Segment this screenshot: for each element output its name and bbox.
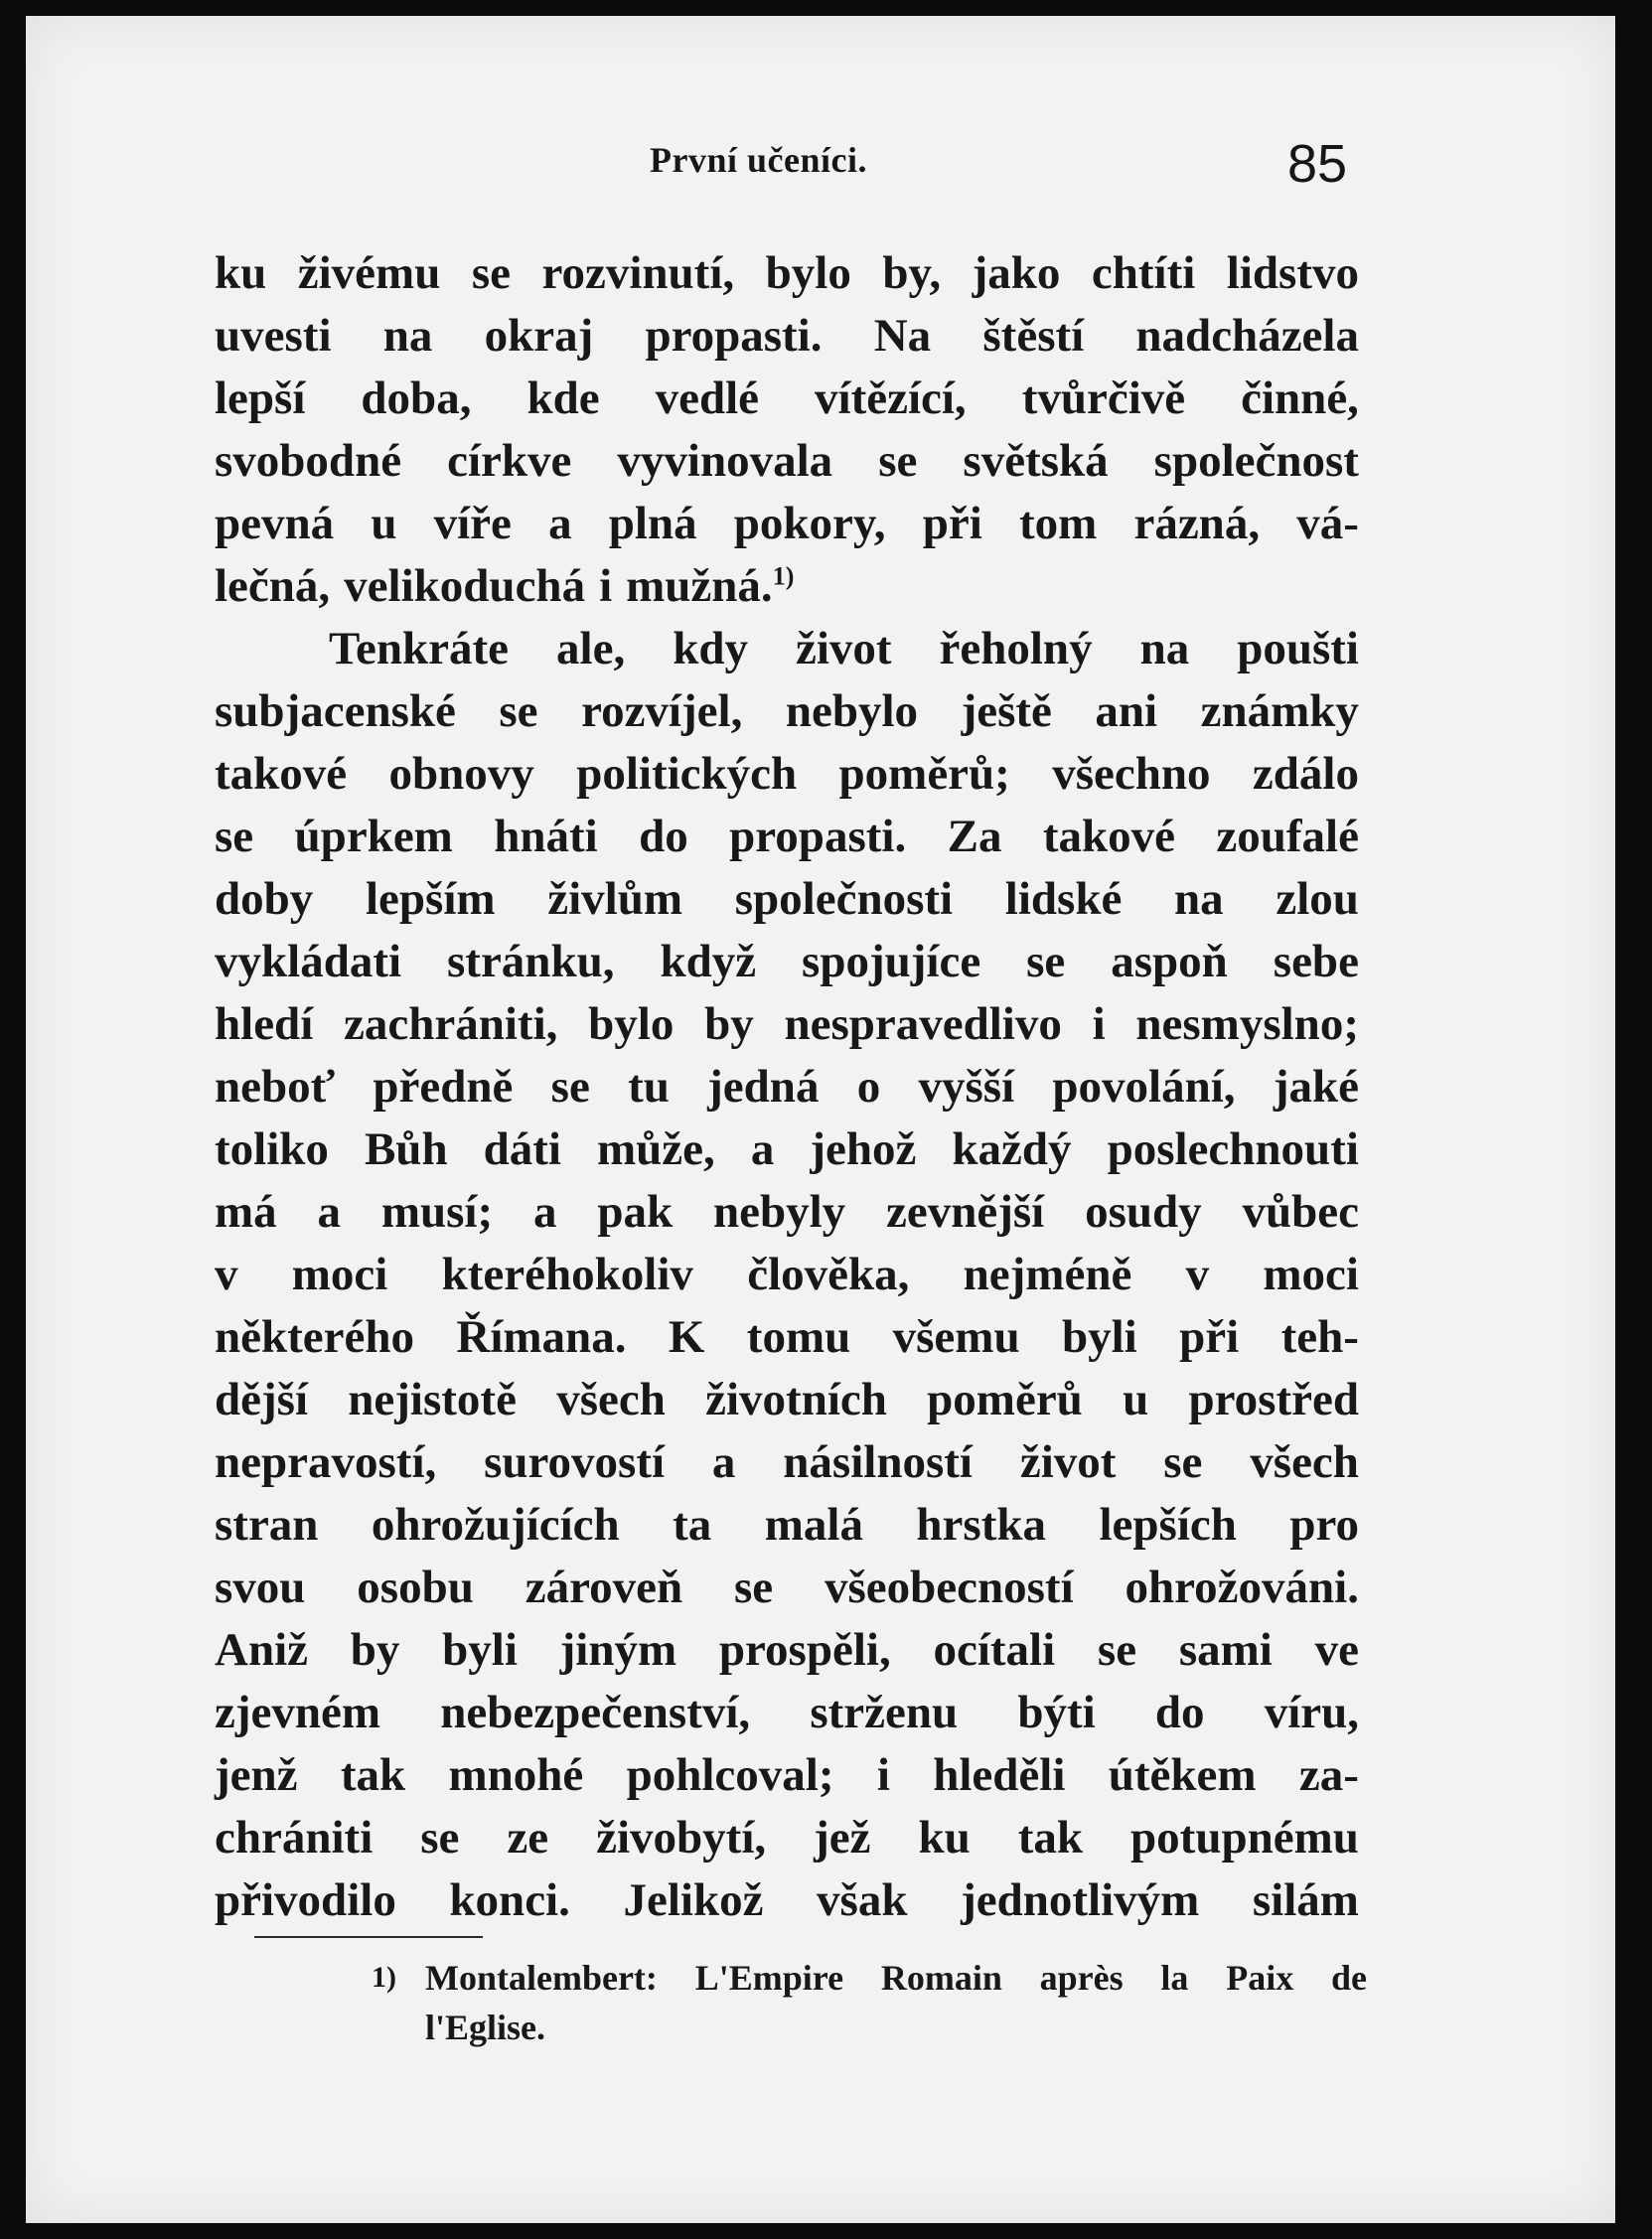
text-line: hledí zachrániti, bylo by nespravedlivo i nesmyslno; <box>215 998 1359 1050</box>
text-line: stran ohrožujících ta malá hrstka lepších pro <box>215 1499 1359 1551</box>
text-line: zjevném nebezpečenství, strženu býti do víru, <box>215 1687 1359 1738</box>
text-line: má a musí; a pak nebyly zevnější osudy vůbec <box>215 1186 1359 1238</box>
text-line: pevná u víře a plná pokory, při tom rázná, vá- <box>215 498 1359 549</box>
text-line: takové obnovy politických poměrů; všechno zdálo <box>215 748 1359 800</box>
body-text <box>215 242 1359 1932</box>
footnote-marker: 1) <box>372 1961 396 1994</box>
text-line: v moci kteréhokoliv člověka, nejméně v moci <box>215 1249 1359 1300</box>
page-header <box>26 133 1615 203</box>
text-line: lečná, velikoduchá i mužná.$^{1)}$ <box>215 560 795 612</box>
footnote-reference: 1) <box>772 561 795 591</box>
text-line: uvesti na okraj propasti. Na štěstí nadcházela <box>215 310 1359 362</box>
text-line: toliko Bůh dáti může, a jehož každý poslechnouti <box>215 1123 1359 1175</box>
text-line: doby lepším živlům společnosti lidské na zlou <box>215 873 1359 925</box>
text-line: některého Římana. K tomu všemu byli při teh- <box>215 1311 1359 1363</box>
text-line: se úprkem hnáti do propasti. Za takové zoufalé <box>215 811 1359 862</box>
footnote <box>374 1953 1367 2052</box>
text-line: nepravostí, surovostí a násilností život se všech <box>215 1436 1359 1488</box>
footnote-rule <box>254 1936 483 1938</box>
text-line: svobodné církve vyvinovala se světská společnost <box>215 435 1359 487</box>
text-line: dější nejistotě všech životních poměrů u prostřed <box>215 1374 1359 1425</box>
text-line: svou osobu zároveň se všeobecností ohrožováni. <box>215 1562 1359 1613</box>
page-number: 85 <box>1287 134 1348 194</box>
footnote-text-1: Montalembert: L'Empire Romain après la Paix de <box>425 1958 1367 1998</box>
text-line: chrániti se ze živobytí, jež ku tak potupnému <box>215 1812 1359 1864</box>
text-line: Tenkráte ale, kdy život řeholný na poušti <box>329 623 1359 674</box>
text-line: lepší doba, kde vedlé vítězící, tvůrčivě činné, <box>215 373 1359 424</box>
running-title: První učeníci. <box>650 140 867 180</box>
text-line: přivodilo konci. Jelikož však jednotlivým silám <box>215 1874 1359 1926</box>
text-line: neboť předně se tu jedná o vyšší povolání, jaké <box>215 1061 1359 1113</box>
text-line: jenž tak mnohé pohlcoval; i hleděli útěkem za- <box>215 1749 1359 1801</box>
footnote-text-2: l'Eglise. <box>425 2008 546 2047</box>
text-line: ku živému se rozvinutí, bylo by, jako chtíti lidstvo <box>215 247 1359 299</box>
book-page <box>26 16 1615 2223</box>
text-line: subjacenské se rozvíjel, nebylo ještě ani známky <box>215 685 1359 737</box>
text-line: vykládati stránku, když spojujíce se aspoň sebe <box>215 936 1359 987</box>
footnote-line <box>374 2003 1367 2052</box>
footnote-line <box>374 1953 1367 2003</box>
text-line: Aniž by byli jiným prospěli, ocítali se sami ve <box>215 1624 1359 1676</box>
